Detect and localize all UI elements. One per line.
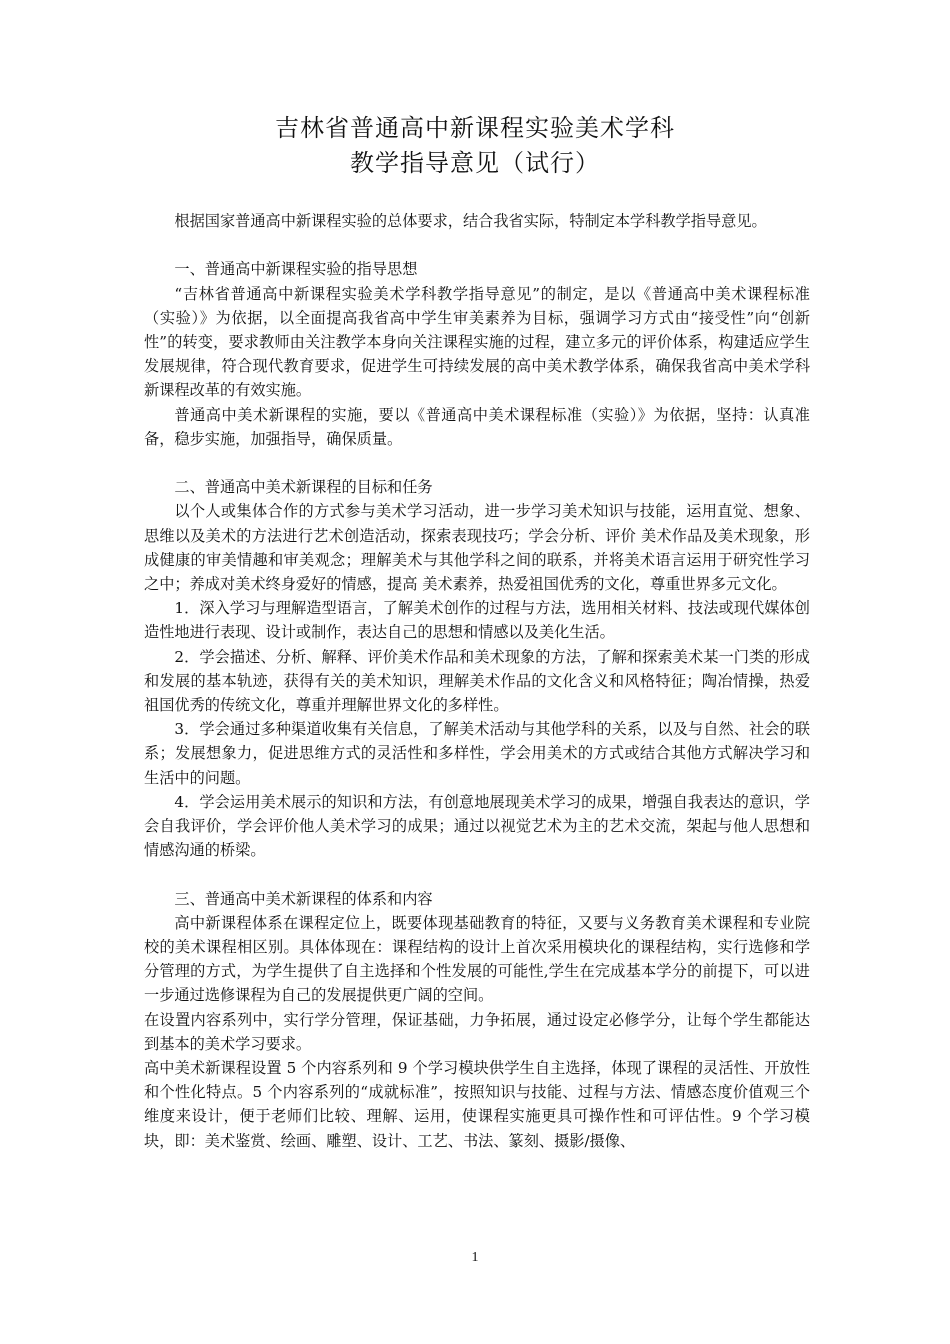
section1-heading: 一、普通高中新课程实验的指导思想 [174,260,418,279]
section3-heading: 三、普通高中美术新课程的体系和内容 [174,889,433,908]
section2-item2: 2．学会描述、分析、解释、评价美术作品和美术现象的方法，了解和探索美术某一门类的形成和发展的基本轨迹，获得有关的美术知识，理解美术作品的文化含义和风格特征；陶冶情操，热爱祖国优秀的传统文化，尊重并理解世界文化的多样性。 [144,647,810,715]
section1-paragraph2: 普通高中美术新课程的实施，要以《普通高中美术课程标准（实验）》为依据，坚持：认真准备，稳步实施，加强指导，确保质量。 [144,405,810,448]
section2-item4: 4．学会运用美术展示的知识和方法，有创意地展现美术学习的成果，增强自我表达的意识，学会自我评价，学会评价他人美术学习的成果；通过以视觉艺术为主的艺术交流，架起与他人思想和情感沟通的桥梁。 [144,792,810,860]
section2-item3: 3．学会通过多种渠道收集有关信息，了解美术活动与其他学科的关系，以及与自然、社会的联系；发展想象力，促进思维方式的灵活性和多样性，学会用美术的方式或结合其他方式解决学习和生活中的问题。 [144,720,810,787]
document-title-line1: 吉林省普通高中新课程实验美术学科 [275,114,675,142]
section2-heading: 二、普通高中美术新课程的目标和任务 [174,478,433,497]
section1-paragraph1: “吉林省普通高中新课程实验美术学科教学指导意见”的制定，是以《普通高中美术课程标准（实验）》为依据，以全面提高我省高中学生审美素养为目标，强调学习方式由“接受性”向“创新性”的转变，要求教师由关注教学本身向关注课程实施的过程，建立多元的评价体系，构建适应学生发展规律，符合现代教育要求，促进学生可持续发展的高中美术教学体系，确保我省高中美术学科新课程改革的有效实施。 [144,284,810,400]
section3-paragraph1: 高中新课程体系在课程定位上，既要体现基础教育的特征，又要与义务教育美术课程和专业院校的美术课程相区别。具体体现在：课程结构的设计上首次采用模块化的课程结构，实行选修和学分管理的方式，为学生提供了自主选择和个性发展的可能性,学生在完成基本学分的前提下，可以进一步通过选修课程为自己的发展提供更广阔的空间。 [144,913,810,1005]
document-title-line2: 教学指导意见（试行） [350,149,600,177]
page-number: 1 [471,1250,479,1265]
document-body [144,209,810,1153]
section2-paragraph1: 以个人或集体合作的方式参与美术学习活动，进一步学习美术知识与技能，运用直觉、想象、思维以及美术的方法进行艺术创造活动，探索表现技巧；学会分析、评价 美术作品及美术现象，形成健康的审美情趣和审美观念；理解美术与其他学科之间的联系，并将美术语言运用于研究性学习之中；养成对美术终身爱好的情感，提高 美术素养，热爱祖国优秀的文化，尊重世界多元文化。 [144,502,810,594]
spacer [144,233,810,257]
spacer [144,862,810,886]
section3-paragraph2: 在设置内容系列中，实行学分管理，保证基础，力争拓展，通过设定必修学分，让每个学生都能达到基本的美术学习要求。 [144,1010,810,1053]
section3-paragraph3: 高中美术新课程设置 5 个内容系列和 9 个学习模块供学生自主选择，体现了课程的灵活性、开放性和个性化特点。5 个内容系列的“成就标准”，按照知识与技能、过程与方法、情感态度价值观三个维度来设计，便于老师们比较、理解、运用，使课程实施更具可操作性和可评估性。9 个学习模块，即：美术鉴赏、绘画、雕塑、设计、工艺、书法、篆刻、摄影/摄像、 [144,1059,810,1150]
section2-item1: 1．深入学习与理解造型语言，了解美术创作的过程与方法，选用相关材料、技法或现代媒体创造性地进行表现、设计或制作，表达自己的思想和情感以及美化生活。 [144,599,810,642]
intro-paragraph: 根据国家普通高中新课程实验的总体要求，结合我省实际，特制定本学科教学指导意见。 [174,212,767,230]
spacer [144,451,810,475]
